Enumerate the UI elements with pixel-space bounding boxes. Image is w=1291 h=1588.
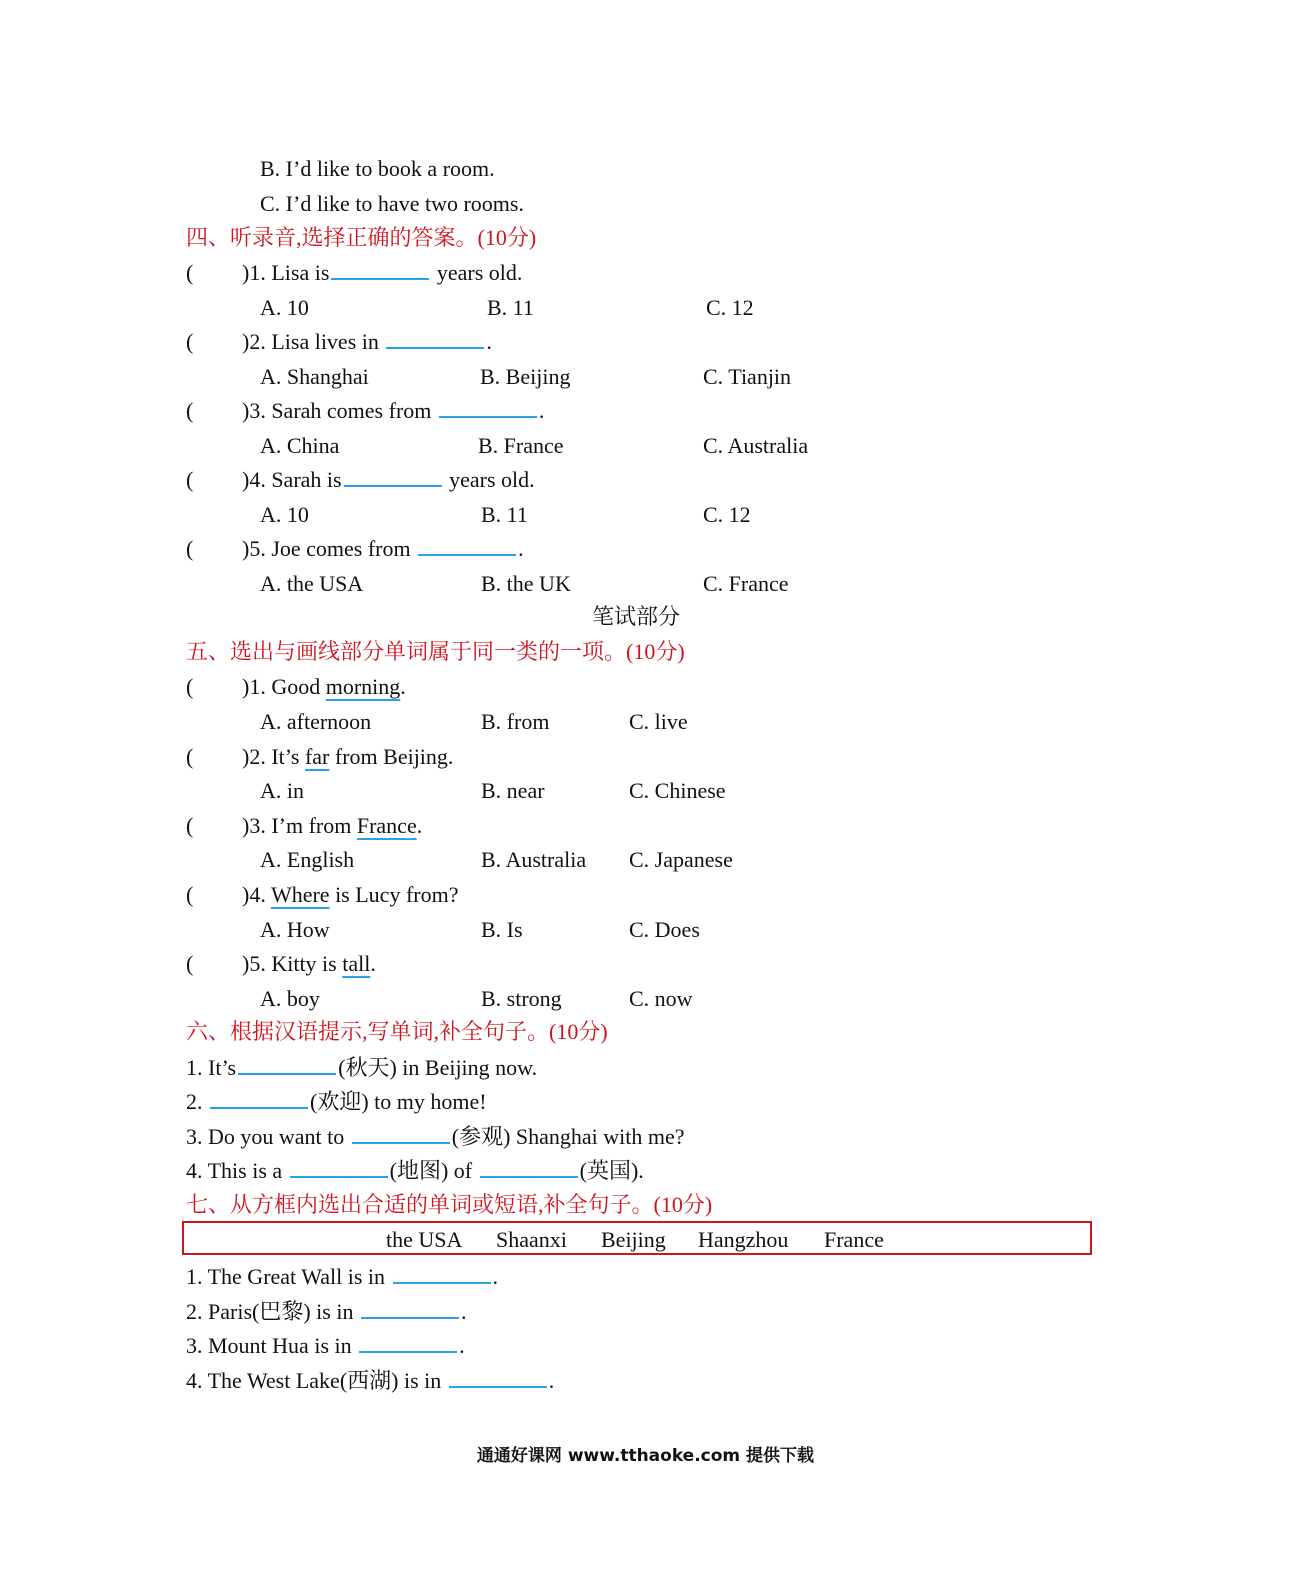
answer-paren: (: [186, 536, 194, 561]
option-c: C. 12: [706, 295, 754, 320]
option-b: B. Australia: [481, 847, 587, 872]
option-b: B. France: [478, 433, 564, 458]
option-c: C. France: [703, 571, 789, 596]
s6-item-1: 1. It’s (秋天) in Beijing now.: [186, 1055, 538, 1080]
option-b: B. 11: [487, 295, 534, 320]
answer-blank[interactable]: [361, 1299, 459, 1319]
footer-credit: 通通好课网 www.tthaoke.com 提供下载: [476, 1446, 815, 1466]
answer-blank[interactable]: [418, 536, 516, 556]
answer-blank[interactable]: [344, 467, 442, 487]
written-part-title: 笔试部分: [591, 604, 680, 629]
answer-blank[interactable]: [449, 1368, 547, 1388]
answer-blank[interactable]: [331, 260, 429, 280]
option-b: B. strong: [481, 986, 562, 1011]
option-a: A. China: [260, 433, 340, 458]
answer-paren: (: [186, 882, 194, 907]
word-box-item: Beijing: [601, 1227, 666, 1252]
answer-paren: (: [186, 674, 194, 699]
section-6-heading: 六、根据汉语提示,写单词,补全句子。(10分): [186, 1019, 608, 1044]
option-a: A. in: [260, 778, 304, 803]
option-c: C. Japanese: [629, 847, 733, 872]
option-c: C. Australia: [703, 433, 809, 458]
answer-blank[interactable]: [386, 329, 484, 349]
answer-blank[interactable]: [290, 1158, 388, 1178]
section-5-heading: 五、选出与画线部分单词属于同一类的一项。(10分): [186, 639, 685, 664]
option-b: B. Beijing: [480, 364, 571, 389]
s7-item-1: 1. The Great Wall is in .: [186, 1264, 499, 1289]
answer-blank[interactable]: [238, 1055, 336, 1075]
option-c: C. Tianjin: [703, 364, 792, 389]
answer-paren: (: [186, 467, 194, 492]
option-b: B. the UK: [481, 571, 571, 596]
answer-paren: (: [186, 260, 194, 285]
underlined-word: tall: [342, 951, 371, 976]
s7-item-3: 3. Mount Hua is in .: [186, 1333, 465, 1358]
option-a: A. How: [260, 917, 330, 942]
section-4-heading: 四、听录音,选择正确的答案。(10分): [186, 225, 537, 250]
answer-blank[interactable]: [210, 1089, 308, 1109]
underlined-word: Where: [270, 882, 330, 907]
option-c: C. Does: [629, 917, 700, 942]
option-a: A. the USA: [260, 571, 364, 596]
option-c: C. live: [629, 709, 688, 734]
answer-paren: (: [186, 951, 194, 976]
option-a: A. 10: [260, 295, 309, 320]
option-c: C. 12: [703, 502, 751, 527]
option-b-top: B. I’d like to book a room.: [260, 156, 495, 181]
option-b: B. 11: [481, 502, 528, 527]
option-c: C. now: [629, 986, 693, 1011]
answer-paren: (: [186, 744, 194, 769]
answer-blank[interactable]: [359, 1333, 457, 1353]
option-c-top: C. I’d like to have two rooms.: [260, 191, 524, 216]
answer-blank[interactable]: [480, 1158, 578, 1178]
option-a: A. Shanghai: [260, 364, 369, 389]
word-box-item: the USA: [386, 1227, 463, 1252]
word-box-item: France: [824, 1227, 884, 1252]
answer-paren: (: [186, 398, 194, 423]
answer-blank[interactable]: [393, 1264, 491, 1284]
s6-item-4: 4. This is a (地图) of (英国).: [186, 1158, 644, 1183]
word-box-item: Hangzhou: [698, 1227, 789, 1252]
s7-item-2: 2. Paris(巴黎) is in .: [186, 1299, 467, 1324]
underlined-word: morning: [325, 674, 401, 699]
option-c: C. Chinese: [629, 778, 726, 803]
option-b: B. from: [481, 709, 550, 734]
option-a: A. afternoon: [260, 709, 372, 734]
option-a: A. boy: [260, 986, 320, 1011]
section-7-heading: 七、从方框内选出合适的单词或短语,补全句子。(10分): [186, 1192, 713, 1217]
option-a: A. 10: [260, 502, 309, 527]
answer-paren: (: [186, 329, 194, 354]
word-box: [182, 1221, 1092, 1255]
answer-paren: (: [186, 813, 194, 838]
answer-blank[interactable]: [439, 398, 537, 418]
answer-blank[interactable]: [352, 1124, 450, 1144]
option-a: A. English: [260, 847, 355, 872]
word-box-item: Shaanxi: [496, 1227, 567, 1252]
option-b: B. Is: [481, 917, 523, 942]
underlined-word: France: [356, 813, 417, 838]
s6-item-2: 2. (欢迎) to my home!: [186, 1089, 487, 1114]
s6-item-3: 3. Do you want to (参观) Shanghai with me?: [186, 1124, 685, 1149]
option-b: B. near: [481, 778, 545, 803]
s7-item-4: 4. The West Lake(西湖) is in .: [186, 1368, 555, 1393]
underlined-word: far: [304, 744, 330, 769]
